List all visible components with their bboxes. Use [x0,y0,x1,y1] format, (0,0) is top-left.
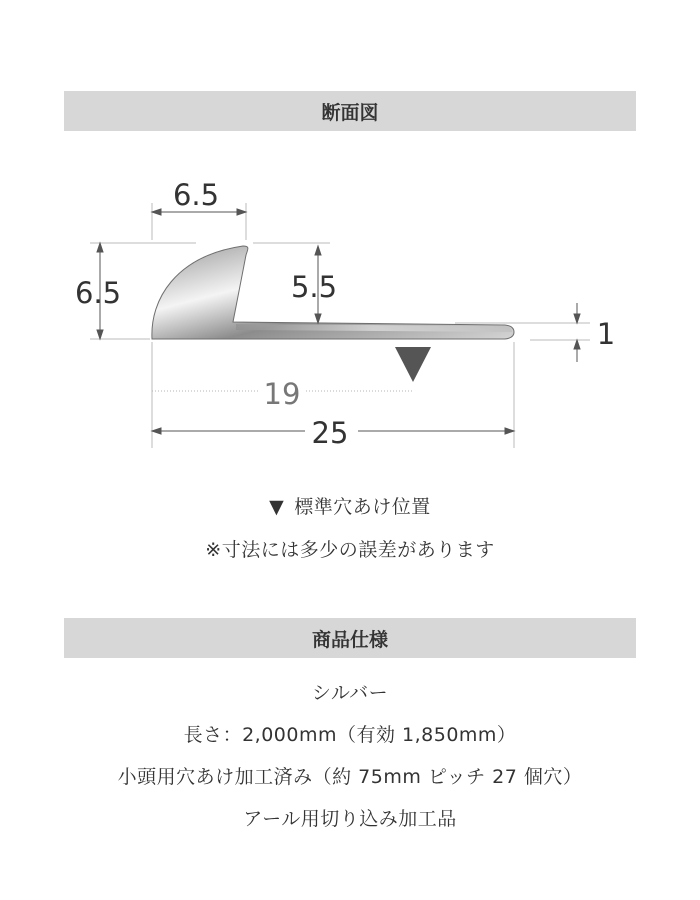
tolerance-note: ※寸法には多少の誤差があります [205,539,495,561]
hole-legend [0,492,700,519]
dim-hole-position: 19 [263,377,301,411]
hole-legend-text: 標準穴あけ位置 [294,496,431,518]
dim-total-width: 25 [311,416,349,450]
spec-color: シルバー [311,682,389,704]
section-header-specs [64,618,636,658]
dim-inner-height: 5.5 [290,270,338,304]
cross-section-diagram [0,150,700,460]
dim-top-width: 6.5 [172,178,220,212]
down-triangle-icon [395,347,431,382]
spec-length: 長さ：2,000mm（有効 1,850mm） [183,724,517,746]
down-triangle-icon: ▼ [269,496,285,518]
spec-cut: アール用切り込み加工品 [243,808,457,830]
section-header-cross-section [64,91,636,131]
dim-left-height: 6.5 [74,276,122,310]
spec-holes: 小頭用穴あけ加工済み（約 75mm ピッチ 27 個穴） [117,766,583,788]
section-title: 商品仕様 [311,628,388,651]
dim-thickness: 1 [596,317,616,351]
section-title: 断面図 [321,101,379,124]
